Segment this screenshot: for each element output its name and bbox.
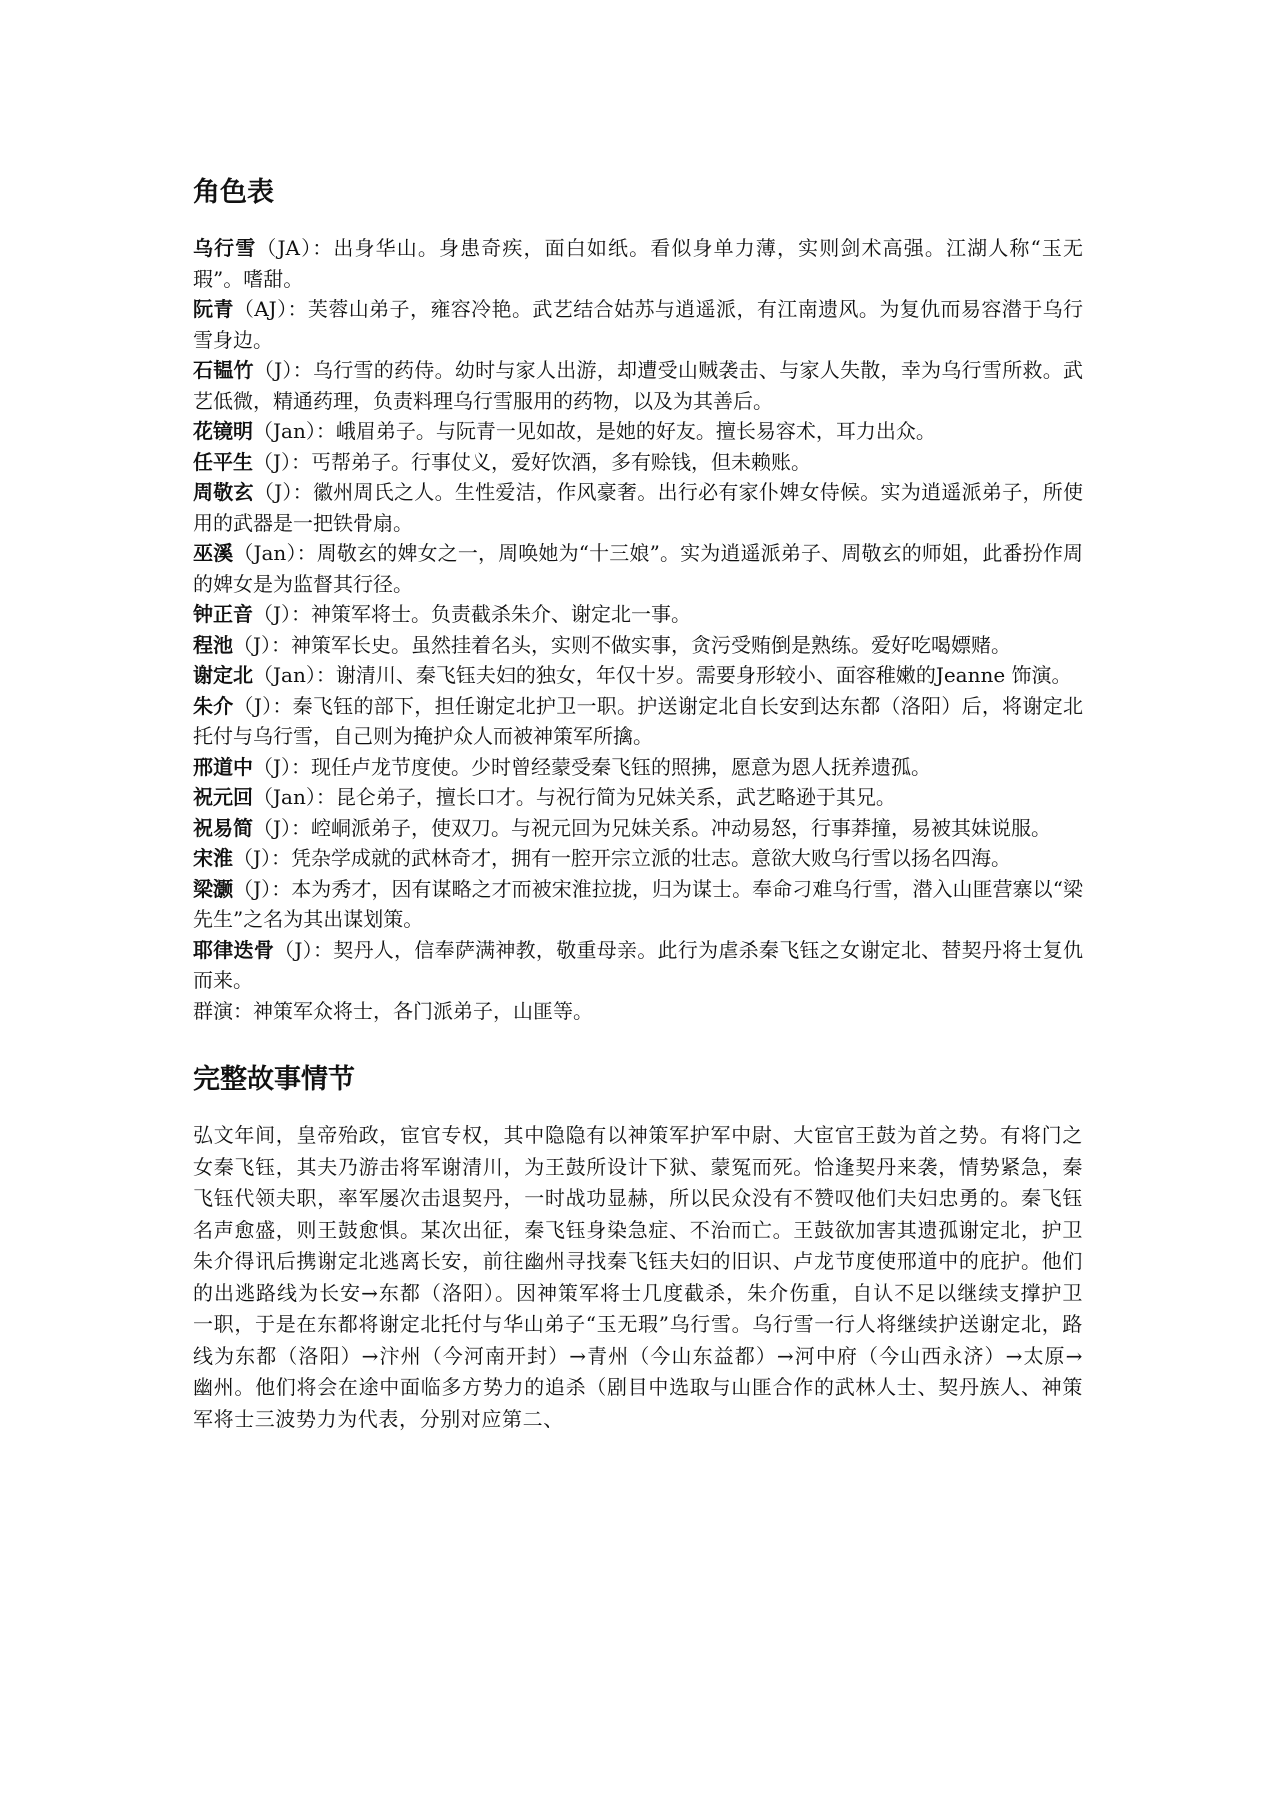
role-name: 周敬玄 [193,480,254,504]
role-name: 阮青 [193,297,234,321]
roles-heading: 角色表 [193,177,274,208]
role-name: 巫溪 [193,541,234,565]
role-entry [193,752,1083,783]
role-name: 朱介 [193,693,234,718]
role-name: 花镜明 [193,419,253,443]
role-description: ：崆峒派弟子，使双刀。与祝元回为兄妹关系。冲动易怒，行事莽撞，易被其妹说服。 [291,815,1052,840]
role-actor: （J） [233,846,272,870]
role-actor: （Jan） [253,419,316,443]
role-actor: （J） [233,693,273,718]
role-description: ：丐帮弟子。行事仗义，爱好饮酒，多有赊钱，但未赖账。 [291,449,812,474]
role-description: ：本为秀才，因有谋略之才而被宋淮拉拢，归为谋士。奉命刁难乌行雪，潜入山匪营寨以“梁先生”之名为其出谋划策。 [193,876,1083,931]
role-actor: （J） [253,449,292,474]
role-entry [193,355,1083,416]
role-description: ：徽州周氏之人。生性爱洁，作风豪奢。出行必有家仆婢女侍候。实为逍遥派弟子，所使用的武器是一把铁骨扇。 [193,480,1084,535]
role-actor: （Jan） [233,541,297,565]
role-description: ：出身华山。身患奇疾，面白如纸。看似身单力薄，实则剑术高强。江湖人称“玉无瑕”。嗜甜。 [193,236,1083,291]
role-entry [193,843,1083,874]
role-description: ：芙蓉山弟子，雍容冷艳。武艺结合姑苏与逍遥派，有江南遗风。为复仇而易容潜于乌行雪身边。 [193,297,1084,352]
role-actor: （Jan） [253,663,316,687]
role-description: ：峨眉弟子。与阮青一见如故，是她的好友。擅长易容术，耳力出众。 [315,419,936,443]
role-description: ：契丹人，信奉萨满神教，敬重母亲。此行为虐杀秦飞钰之女谢定北、替契丹将士复仇而来。 [193,937,1084,992]
role-actor: （J） [253,480,293,504]
role-actor: （J） [253,358,293,382]
document-page [193,175,1083,1435]
role-actor: （AJ） [233,297,288,321]
role-list [193,233,1083,996]
role-entry [193,477,1083,538]
role-name: 耶律迭骨 [193,937,275,962]
role-description: ：谢清川、秦飞钰夫妇的独女，年仅十岁。需要身形较小、面容稚嫩的Jeanne 饰演。 [315,663,1072,687]
role-entry [193,874,1083,935]
role-entry [193,294,1083,355]
role-name: 乌行雪 [193,236,257,260]
role-actor: （JA） [256,236,313,260]
role-name: 祝元回 [193,785,253,809]
role-name: 邢道中 [193,754,253,779]
role-name: 梁灏 [193,876,234,901]
role-entry [193,416,1083,447]
role-actor: （J） [253,815,292,840]
role-entry [193,691,1083,752]
role-entry [193,630,1083,661]
role-name: 任平生 [193,449,253,474]
role-name: 谢定北 [193,663,253,687]
role-name: 程池 [193,632,233,657]
extras-line: 群演：神策军众将士，各门派弟子，山匪等。 [193,998,593,1023]
role-entry [193,660,1083,691]
role-description: ：乌行雪的药侍。幼时与家人出游，却遭受山贼袭击、与家人失散，幸为乌行雪所救。武艺低微，精通药理，负责料理乌行雪服用的药物，以及为其善后。 [193,358,1084,413]
role-actor: （J） [274,937,313,962]
story-heading: 完整故事情节 [193,1064,355,1095]
role-entry [193,935,1083,996]
story-paragraph: 弘文年间，皇帝殆政，宦官专权，其中隐隐有以神策军护军中尉、大宦官王鼓为首之势。有将门之女秦飞钰，其夫乃游击将军谢清川，为王鼓所设计下狱、蒙冤而死。恰逢契丹来袭，情势紧急，秦飞钰代领夫职，率军屡次击退契丹，一时战功显赫，所以民众没有不赞叹他们夫妇忠勇的。秦飞钰名声愈盛，则王鼓愈惧。某次出征，秦飞钰身染急症、不治而亡。王鼓欲加害其遗孤谢定北，护卫朱介得讯后携谢定北逃离长安，前往幽州寻找秦飞钰夫妇的旧识、卢龙节度使邢道中的庇护。他们的出逃路线为长安→东都（洛阳）。因神策军将士几度截杀，朱介伤重，自认不足以继续支撑护卫一职，于是在东都将谢定北托付与华山弟子“玉无瑕”乌行雪。乌行雪一行人将继续护送谢定北，路线为东都（洛阳）→汴州（今河南开封）→青州（今山东益都）→河中府（今山西永济）→太原→幽州。他们将会在途中面临多方势力的追杀（剧目中选取与山匪合作的武林人士、契丹族人、神策军将士三波势力为代表，分别对应第二、 [193,1123,1083,1431]
role-actor: （J） [233,876,272,901]
role-name: 宋淮 [193,846,233,870]
role-actor: （J） [253,602,292,626]
role-name: 石韫竹 [193,358,254,382]
role-entry [193,782,1083,813]
role-actor: （J） [233,632,272,657]
role-description: ：秦飞钰的部下，担任谢定北护卫一职。护送谢定北自长安到达东都（洛阳）后，将谢定北托付与乌行雪，自己则为掩护众人而被神策军所擒。 [193,693,1083,748]
role-actor: （J） [253,754,292,779]
role-description: ：周敬玄的婢女之一，周唤她为“十三娘”。实为逍遥派弟子、周敬玄的师姐，此番扮作周的婢女是为监督其行径。 [193,541,1083,596]
role-entry [193,447,1083,478]
role-description: ：神策军将士。负责截杀朱介、谢定北一事。 [291,602,692,626]
role-name: 钟正音 [193,602,253,626]
role-entry [193,538,1083,599]
role-description: ：现任卢龙节度使。少时曾经蒙受秦飞钰的照拂，愿意为恩人抚养遗孤。 [291,754,932,779]
role-entry [193,233,1083,294]
role-description: ：昆仑弟子，擅长口才。与祝行简为兄妹关系，武艺略逊于其兄。 [315,785,896,809]
role-entry [193,599,1083,630]
role-name: 祝易简 [193,815,253,840]
role-description: ：神策军长史。虽然挂着名头，实则不做实事，贪污受贿倒是熟练。爱好吃喝嫖赌。 [271,632,1012,657]
role-actor: （Jan） [253,785,316,809]
role-description: ：凭杂学成就的武林奇才，拥有一腔开宗立派的壮志。意欲大败乌行雪以扬名四海。 [271,846,1012,870]
role-entry [193,813,1083,844]
